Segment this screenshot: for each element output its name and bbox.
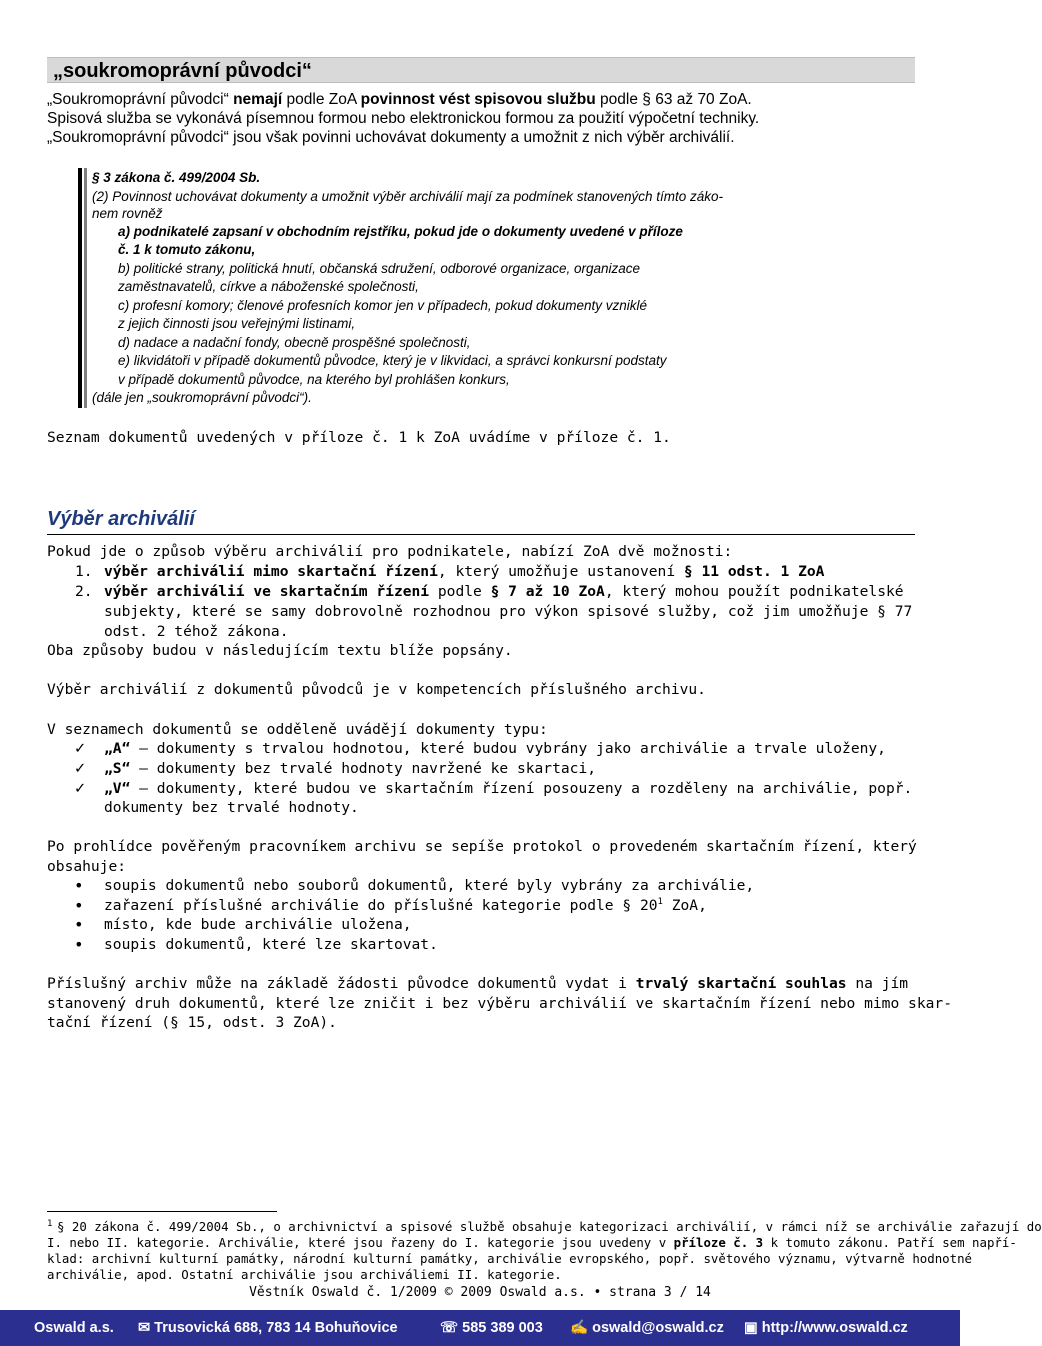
p1-text-e: podle § 63 až 70 ZoA. [595,91,752,108]
protokol-line-1: Po prohlídce pověřeným pracovníkem archivu se sepíše protokol o provedeném skartačním řízení, který [47,838,917,855]
quote-line-12: (dále jen „soukromoprávní původci“). [92,390,312,405]
quote-line-8: z jejich činnosti jsou veřejnými listinami, [118,316,356,331]
last-line-1-end: na jím [846,975,909,992]
intro-paragraph: Pokud jde o způsob výběru archiválií pro podnikatele, nabízí ZoA dvě možnosti: [47,543,733,560]
footnote-line-2-text: I. nebo II. kategorie. Archiválie, které jsou řazeny do I. kategorie jsou uvedeny v [47,1235,674,1250]
company-name: Oswald a.s. [34,1320,114,1336]
heading-underline [47,534,915,535]
section-title-vyber: Výběr archiválií [47,508,195,530]
option-2-bold: výběr archiválií ve skartačním řízení [104,583,430,600]
quote-line-4: č. 1 k tomuto zákonu, [118,242,256,257]
quote-line-10: e) likvidátoři v případě dokumentů původce, který je v likvidaci, a správci konkursní podstaty [118,353,667,368]
phone-link[interactable]: ☏ 585 389 003 [440,1320,543,1336]
quote-line-7: c) profesní komory; členové profesních komor jen v případech, pokud dokumenty vzniklé [118,298,648,313]
seznam-paragraph: Seznam dokumentů uvedených v příloze č. 1 k ZoA uvádíme v příloze č. 1. [47,429,671,446]
vyber-paragraph: Výběr archiválií z dokumentů původců je v kompetencích příslušného archivu. [47,681,706,698]
quote-line-9: d) nadace a nadační fondy, obecně prospěšné společnosti, [118,335,471,350]
type-v-item [104,779,912,798]
section-title-soukromopravni: „soukromoprávní původci“ [47,57,915,83]
p1-bold-povinnost: povinnost vést spisovou službu [360,91,596,108]
quote-heading: § 3 zákona č. 499/2004 Sb. [92,170,261,185]
last-line-1-bold: trvalý skartační souhlas [635,975,847,992]
option-2-text-end: , který mohou použít podnikatelské [604,583,904,600]
option-2-line-3: odst. 2 téhož zákona. [104,623,289,640]
p1-text-a: „Soukromoprávní původci“ [47,91,234,108]
address-link[interactable]: ✉ Trusovická 688, 783 14 Bohuňovice [138,1320,398,1336]
option-1-text: , který umožňuje ustanovení [437,563,684,580]
bullet-item-2 [104,896,707,915]
email-link[interactable]: ✍ oswald@oswald.cz [570,1320,724,1336]
quote-bar [78,168,82,408]
footnote-ref[interactable]: 1 [657,897,663,908]
type-s-text: – dokumenty bez trvalé hodnoty navržené ke skartaci, [130,760,597,777]
option-2 [104,582,904,601]
bullet-item-3: místo, kde bude archiválie uložena, [104,916,412,933]
type-a-item [104,739,886,758]
type-v-label: „V“ [104,780,131,797]
bullet-icon: • [74,935,84,954]
para-1 [47,90,752,109]
option-2-text: podle [429,583,491,600]
check-icon: ✓ [74,740,87,757]
type-s-label: „S“ [104,760,131,777]
type-a-text: – dokumenty s trvalou hodnotou, které budou vybrány jako archiválie a trvale uloženy, [130,740,886,757]
type-a-label: „A“ [104,740,131,757]
quote-line-5: b) politické strany, politická hnutí, občanská sdružení, odborové organizace, organizace [118,261,641,276]
para-3: „Soukromoprávní původci“ jsou však povinni uchovávat dokumenty a umožnit z nich výběr archiválií. [47,129,735,146]
option-2-line-2: subjekty, které se samy dobrovolně rozhodnou pro výkon spisové služby, což jim umožňuje § 77 [104,603,913,620]
seznamy-paragraph: V seznamech dokumentů se odděleně uvádějí dokumenty typu: [47,721,548,738]
para-2: Spisová služba se vykonává písemnou formou nebo elektronickou formou za použití výpočetní techniky. [47,110,760,127]
option-1 [104,562,824,581]
footnote-line-4: archiválie, apod. Ostatní archiválie jsou archiváliemi II. kategorie. [47,1267,562,1282]
p1-text-c: podle ZoA [282,91,361,108]
footnote-line-1: § 20 zákona č. 499/2004 Sb., o archivnictví a spisové službě obsahuje kategorizaci archiválií, v rámci níž se archiválie zařazují do [57,1219,1042,1234]
footnote-number: 1 [47,1219,53,1229]
option-1-bold: výběr archiválií mimo skartační řízení [104,563,438,580]
quote-line-6: zaměstnavatelů, církve a náboženské společnosti, [118,279,419,294]
web-link[interactable]: ▣ http://www.oswald.cz [744,1320,908,1336]
footnote-separator [47,1211,277,1212]
option-2-ref: § 7 až 10 ZoA [490,583,605,600]
protokol-line-2: obsahuje: [47,858,127,875]
last-line-3: tační řízení (§ 15, odst. 3 ZoA). [47,1014,337,1031]
page-footer: Věstník Oswald č. 1/2009 © 2009 Oswald a.s. • strana 3 / 14 [249,1285,711,1300]
quote-bar-shade [84,168,87,408]
footnote-line-3: klad: archivní kulturní památky, národní kulturní památky, archiválie evropského, popř. světového významu, výtvarně hodnotné [47,1251,973,1266]
bullet-item-1: soupis dokumentů nebo souborů dokumentů, které byly vybrány za archiválie, [104,877,755,894]
option-1-number: 1. [75,563,93,580]
footnote-line-2-bold: příloze č. 3 [673,1235,764,1250]
type-v-text: – dokumenty, které budou ve skartačním řízení posouzeny a rozděleny na archiválie, popř. [130,780,913,797]
bullet-item-2-end: ZoA, [662,897,707,914]
check-icon: ✓ [74,760,87,777]
bullet-item-4: soupis dokumentů, které lze skartovat. [104,936,438,953]
last-line-1-text: Příslušný archiv může na základě žádosti původce dokumentů vydat i [47,975,636,992]
quote-line-3: a) podnikatelé zapsaní v obchodním rejstříku, pokud jde o dokumenty uvedené v příloze [118,224,683,239]
footnote-line-2-end: k tomuto zákonu. Patří sem napří- [763,1235,1017,1250]
quote-line-2: nem rovněž [92,206,163,221]
last-line-1 [47,974,908,993]
last-line-2: stanovený druh dokumentů, které lze zničit i bez výběru archiválií ve skartačním řízení nebo mimo skar- [47,995,952,1012]
option-2-number: 2. [75,583,93,600]
quote-line-1: (2) Povinnost uchovávat dokumenty a umožnit výběr archiválií mají za podmínek stanovených tímto záko- [92,189,724,204]
contact-bar [0,1310,960,1346]
bullet-item-2-text: zařazení příslušné archiválie do příslušné kategorie podle § 20 [104,897,658,914]
option-1-ref: § 11 odst. 1 ZoA [683,563,825,580]
oba-paragraph: Oba způsoby budou v následujícím textu blíže popsány. [47,642,513,659]
footnote-line-2 [47,1235,1017,1251]
bullet-icon: • [74,896,84,915]
type-v-line-2: dokumenty bez trvalé hodnoty. [104,799,359,816]
p1-bold-nemaji: nemají [233,91,283,108]
bullet-icon: • [74,915,84,934]
type-s-item [104,759,596,778]
bullet-icon: • [74,876,84,895]
quote-line-11: v případě dokumentů původce, na kterého byl prohlášen konkurs, [118,372,510,387]
check-icon: ✓ [74,780,87,797]
